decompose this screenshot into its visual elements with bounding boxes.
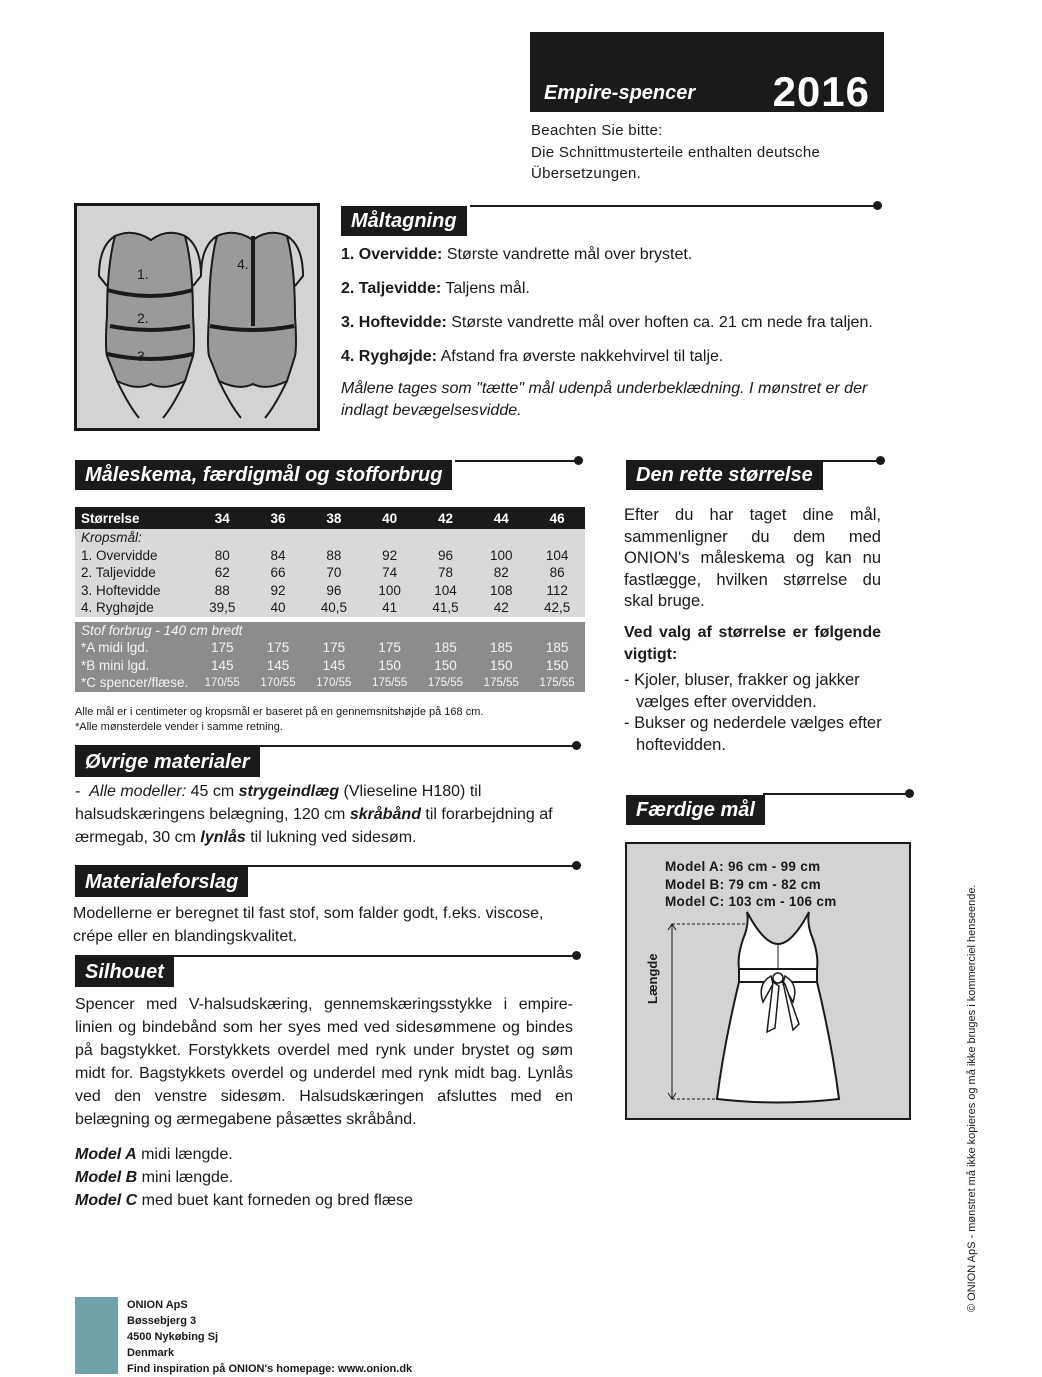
table-row: *A midi lgd. 175 175 175 175 185 185 185 — [75, 639, 585, 657]
size-table-header: Størrelse 34 36 38 40 42 44 46 — [75, 507, 585, 529]
table-row: *B mini lgd. 145 145 145 150 150 150 150 — [75, 657, 585, 675]
finished-size-line: Model C: 103 cm - 106 cm — [665, 894, 837, 909]
silhouet-text: Spencer med V-halsudskæring, gennemskæringsstykke i empire-linien og bindebånd som her syes med ved sidesømmene og bindes på bagstykket. Forstykkets overdel med rynk under brystet og søm midt for. Bagstykkets overdel og underdel med rynk midt bag. Lynlås ved den venstre sidesøm. Halsudskæringen afsluttes med en belægning og ærmegabene påsættes skråbånd. — [75, 996, 573, 1128]
measurement-figure — [74, 203, 320, 431]
silhouet-dot — [572, 951, 581, 960]
company-address — [127, 1297, 412, 1377]
maaltagning-item: 4. Ryghøjde: Afstand fra øverste nakkehvirvel til talje. — [341, 348, 724, 365]
address-line: Bøssebjerg 3 — [127, 1315, 197, 1327]
length-label: Længde — [645, 953, 660, 1004]
silhouet-heading: Silhouet — [75, 957, 174, 987]
figure-label-4: 4. — [237, 256, 249, 272]
model-line: Model C med buet kant forneden og bred flæse — [75, 1192, 413, 1209]
rette-text-bold: Ved valg af størrelse er følgende vigtigt: — [624, 624, 881, 663]
faerdige-rule — [763, 793, 909, 795]
german-note-line: Beachten Sie bitte: — [531, 122, 663, 139]
address-line: Denmark — [127, 1347, 175, 1359]
faerdige-dot — [905, 789, 914, 798]
materialeforslag-dot — [572, 861, 581, 870]
figure-label-2: 2. — [137, 310, 149, 326]
materialeforslag-heading: Materialeforslag — [75, 867, 248, 897]
table-footnote: *Alle mønsterdele vender i samme retning. — [75, 721, 283, 733]
dress-illustration — [627, 844, 909, 1118]
table-row: Kropsmål: — [75, 529, 585, 547]
maaltagning-dot — [873, 201, 882, 210]
german-note-line: Übersetzungen. — [531, 165, 642, 182]
maaltagning-heading: Måltagning — [341, 206, 467, 236]
pattern-number: 2016 — [772, 68, 870, 115]
maaleskema-heading: Måleskema, færdigmål og stofforbrug — [75, 460, 452, 490]
body-outline-illustration — [77, 206, 317, 428]
rette-bullet: - Kjoler, bluser, frakker og jakker vælges efter overvidden. — [624, 671, 860, 711]
rette-dot — [876, 456, 885, 465]
maaltagning-note: Målene tages som "tætte" mål udenpå underbeklædning. I mønstret er der indlagt bevægelsesvidde. — [341, 380, 868, 419]
table-footnotes — [75, 705, 483, 735]
size-header-label: Størrelse — [81, 510, 140, 526]
table-row: Stof forbrug - 140 cm bredt — [75, 622, 585, 640]
rette-bullets — [624, 670, 889, 756]
table-row: 1. Overvidde 80 84 88 92 96 100 104 — [75, 547, 585, 565]
figure-label-1: 1. — [137, 266, 149, 282]
table-row: 2. Taljevidde 62 66 70 74 78 82 86 — [75, 564, 585, 582]
rette-bullet: - Bukser og nederdele vælges efter hoftevidden. — [624, 714, 882, 754]
address-line: Find inspiration på ONION's homepage: www.onion.dk — [127, 1363, 413, 1375]
ovrige-heading: Øvrige materialer — [75, 747, 260, 777]
rette-heading: Den rette størrelse — [626, 460, 823, 490]
table-row: 4. Ryghøjde 39,5 40 40,5 41 41,5 42 42,5 — [75, 599, 585, 617]
maaltagning-rule — [470, 205, 876, 207]
maaltagning-item: 3. Hoftevidde: Største vandrette mål over hoften ca. 21 cm nede fra taljen. — [341, 314, 873, 331]
table-row: *C spencer/flæse. 170/55 170/55 170/55 175/55 175/55 175/55 175/55 — [75, 674, 585, 692]
copyright-text: © ONION ApS - mønstret må ikke kopieres og må ikke bruges i kommerciel henseende. — [966, 884, 978, 1312]
maaltagning-list — [341, 246, 891, 422]
finished-size-line: Model B: 79 cm - 82 cm — [665, 876, 821, 892]
maaltagning-item: 1. Overvidde: Største vandrette mål over brystet. — [341, 246, 693, 263]
german-note-line: Die Schnittmusterteile enthalten deutsche — [531, 143, 821, 161]
maaleskema-rule — [455, 460, 577, 462]
german-note — [531, 120, 820, 185]
footer-color-box — [75, 1297, 118, 1374]
finished-size-figure — [625, 842, 911, 1120]
materialeforslag-text: Modellerne er beregnet til fast stof, som falder godt, f.eks. viscose, crépe eller en blandingskvalitet. — [73, 905, 544, 945]
title-bar — [530, 32, 884, 115]
table-row: 3. Hoftevidde 88 92 96 100 104 108 112 — [75, 582, 585, 600]
ovrige-text: - Alle modeller: 45 cm strygeindlæg (Vlieseline H180) til halsudskæringens belægning, 120 cm skråbånd til forarbejdning af ærmegab, 30 cm lynlås til lukning ved sidesøm. — [75, 783, 553, 846]
rette-text: Efter du har taget dine mål, sammenligner du dem med ONION's måleskema og kan nu fastlægge, hvilken størrelse du skal bruge. — [624, 506, 881, 610]
silhouet-models — [75, 1143, 413, 1212]
figure-label-3: 3. — [137, 348, 149, 364]
table-footnote: Alle mål er i centimeter og kropsmål er baseret på en gennemsnitshøjde på 168 cm. — [75, 706, 484, 718]
ovrige-dot — [572, 741, 581, 750]
maaltagning-item: 2. Taljevidde: Taljens mål. — [341, 280, 530, 297]
address-line: ONION ApS — [127, 1299, 188, 1311]
model-line: Model A midi længde. — [75, 1146, 233, 1163]
maaleskema-dot — [574, 456, 583, 465]
finished-size-line: Model A: 96 cm - 99 cm — [665, 859, 821, 874]
address-line: 4500 Nykøbing Sj — [127, 1331, 219, 1343]
pattern-title: Empire-spencer — [544, 82, 696, 104]
model-line: Model B mini længde. — [75, 1169, 234, 1186]
rette-rule — [822, 460, 878, 462]
size-table — [75, 507, 585, 692]
faerdige-heading: Færdige mål — [626, 795, 765, 825]
